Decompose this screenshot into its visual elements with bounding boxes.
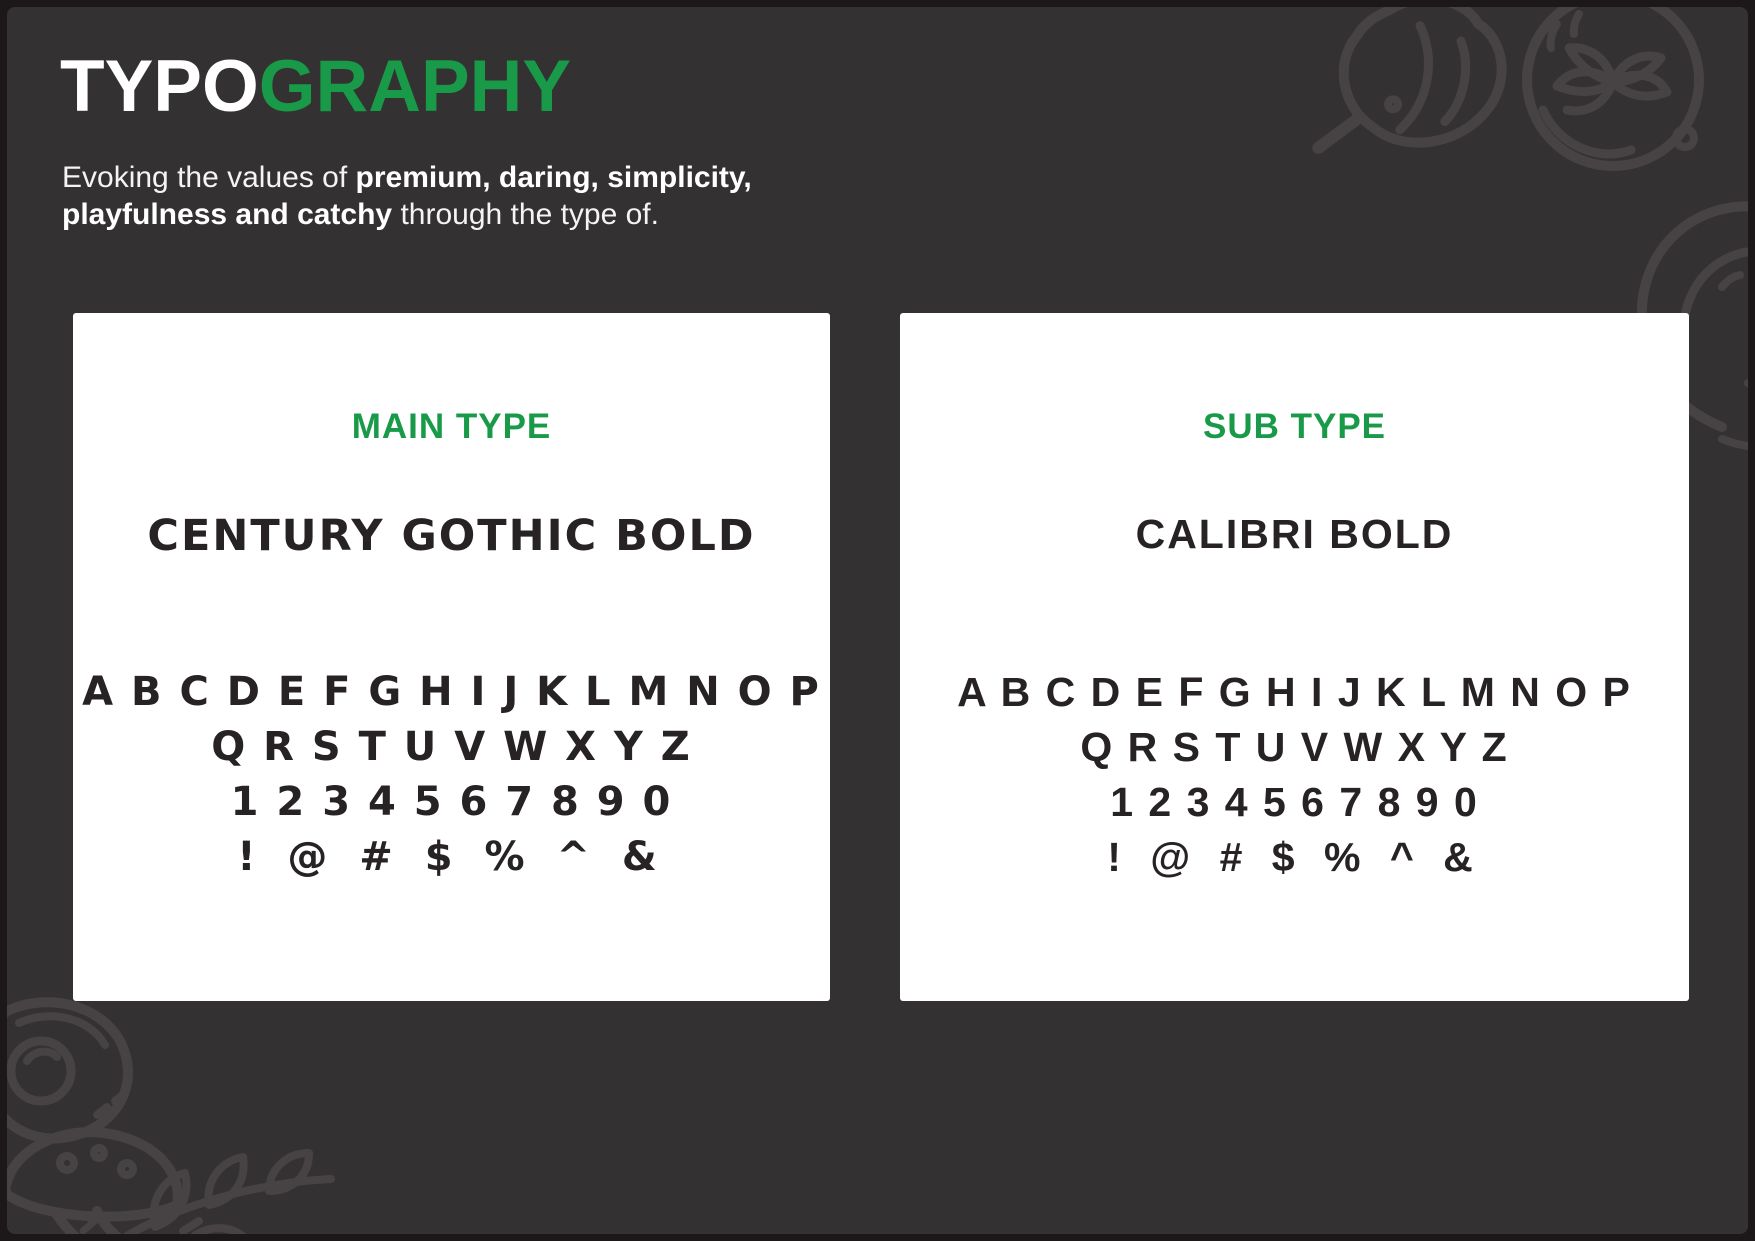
page-title-green-part: GRAPHY	[258, 46, 572, 127]
tomato-sketch-icon	[1495, 7, 1730, 207]
main-type-glyph-specimen	[73, 665, 830, 885]
main-type-card	[73, 313, 830, 1001]
leaf-branch-sketch-icon	[99, 1149, 339, 1234]
subtitle-line1-bold: premium, daring, simplicity,	[355, 161, 752, 194]
symbols-row: ! @ # $ % ^ &	[237, 834, 666, 880]
uppercase-row-2: Q R S T U V W X Y Z	[1080, 724, 1509, 770]
uppercase-row-2: Q R S T U V W X Y Z	[211, 724, 692, 770]
sub-type-card	[900, 313, 1689, 1001]
sub-type-heading: SUB TYPE	[1202, 407, 1387, 446]
symbols-row: ! @ # $ % ^ &	[1107, 834, 1482, 880]
sub-type-glyph-specimen	[900, 665, 1689, 885]
subtitle-line-2	[62, 196, 762, 233]
subtitle-line1-regular: Evoking the values of	[62, 161, 356, 194]
slide-background-panel	[7, 7, 1748, 1234]
sub-type-font-name: CALIBRI BOLD	[1135, 511, 1454, 557]
subtitle-line2-bold: playfulness and catchy	[62, 198, 393, 231]
page-title	[60, 47, 571, 127]
uppercase-row-1: A B C D E F G H I J K L M N O P	[82, 669, 821, 715]
uppercase-row-1: A B C D E F G H I J K L M N O P	[957, 669, 1632, 715]
page-subtitle	[62, 159, 762, 233]
subtitle-line2-regular: through the type of.	[392, 198, 659, 231]
digits-row: 1 2 3 4 5 6 7 8 9 0	[1110, 779, 1479, 825]
main-type-heading: MAIN TYPE	[351, 407, 552, 446]
page-title-white-part: TYPO	[60, 46, 259, 127]
digits-row: 1 2 3 4 5 6 7 8 9 0	[230, 779, 673, 825]
main-type-font-name: CENTURY GOTHIC BOLD	[147, 511, 756, 561]
subtitle-line-1	[62, 159, 762, 196]
